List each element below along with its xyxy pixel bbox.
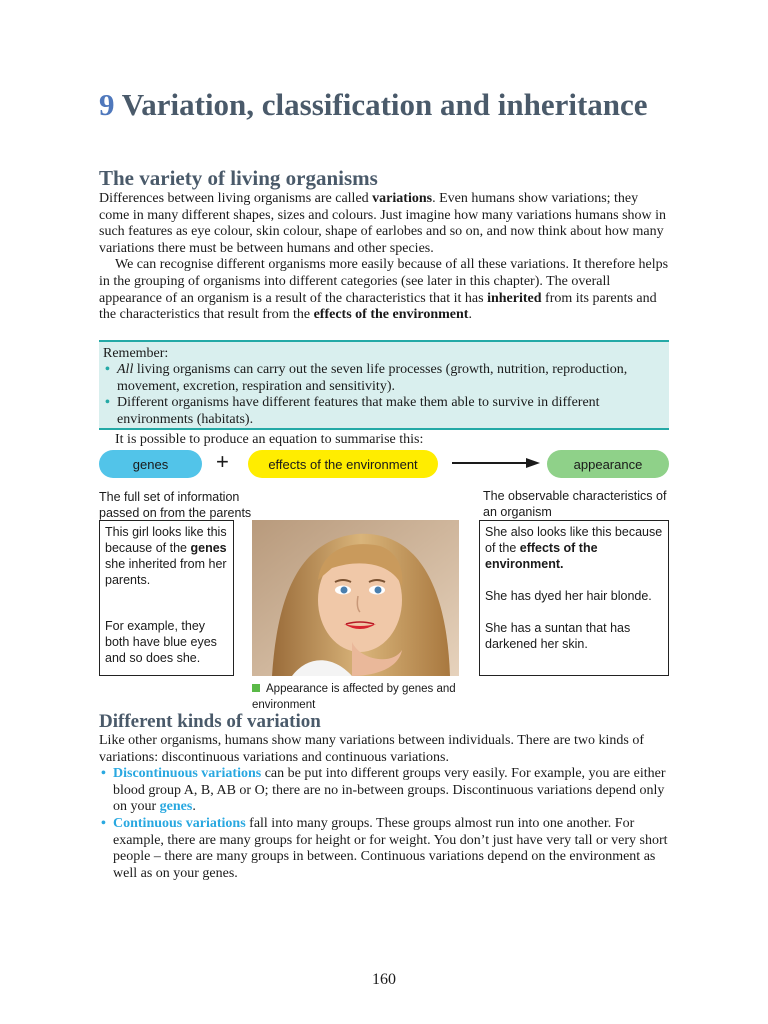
equation-intro: It is possible to produce an equation to summarise this:: [115, 432, 424, 447]
chapter-title: [99, 86, 659, 124]
term-genes-blue: genes: [159, 799, 193, 815]
remember-item-2: • Different organisms have different features that make them able to survive in different environments (habitats).: [105, 395, 600, 427]
section-heading-kinds: Different kinds of variation: [99, 711, 321, 732]
genes-caption: The full set of information passed on from the parents: [99, 490, 252, 520]
genes-explanation-text: This girl looks like this because of the genes she inherited from her parents.: [105, 525, 227, 587]
term-effects-environment: effects of the environment: [313, 307, 469, 323]
term-discontinuous: Discontinuous variations: [113, 766, 262, 782]
term-genes: genes: [190, 541, 227, 555]
green-square-icon: [252, 684, 260, 692]
term-variations: variations: [372, 191, 433, 206]
term-effects-of-environment: effects of the environment.: [485, 541, 598, 571]
continuous-item: • Continuous variations fall into many groups. These groups almost run into one another. For example, there are many groups for height or for weight. You don’t just have very tall or very short people – there are many groups in between. Continuous variations depend on the environment as well as on your genes.: [101, 815, 668, 881]
appearance-caption: The observable characteristics of an organism: [483, 489, 667, 519]
page-number: 160: [372, 971, 396, 988]
remember-item-1: • All living organisms can carry out the seven life processes (growth, nutrition, reproduction, movement, excretion, respiration and sensitivity).: [105, 362, 628, 394]
chapter-title-text: Variation, classification and inheritance: [121, 87, 648, 122]
variation-text: [99, 733, 669, 882]
discontinuous-item: • Discontinuous variations can be put into different groups very easily. For example, you are either blood group A, B, AB or O; there are no in-between groups. Discontinuous variations depend only on your genes.: [101, 766, 666, 815]
intro-text: [99, 191, 669, 324]
appearance-pill: appearance: [547, 450, 669, 478]
right-arrow-icon: [452, 456, 540, 470]
variation-intro: Like other organisms, humans show many variations between individuals. There are two kinds of variations: discontinuous variations and continuous variations.: [99, 733, 644, 765]
intro-paragraph-2: We can recognise different organisms more easily because of all these variations. It therefore helps in the grouping of organisms into different categories (see later in this chapter). The overall appearance of an organism is a result of the characteristics that it has inherited from its parents and the characteristics that result from the effects of the environment.: [99, 257, 669, 323]
term-inherited: inherited: [487, 290, 542, 306]
girl-photo: [252, 520, 459, 676]
bullet-icon: •: [105, 395, 110, 411]
genes-example-text: For example, they both have blue eyes and so does she.: [105, 619, 217, 665]
remember-box: [99, 340, 669, 430]
remember-list: [103, 362, 665, 428]
intro-paragraph-1: Differences between living organisms are called variations. Even humans show variations; they come in many different shapes, sizes and colours. Just imagine how many variations humans show in such features as eye colour, skin colour, shape of earlobes and so on, and now think about how many variations there must be between humans and other species.: [99, 191, 667, 256]
environment-pill: effects of the environment: [248, 450, 438, 478]
bullet-icon: •: [105, 362, 110, 378]
genes-pill: genes: [99, 450, 202, 478]
photo-caption: [252, 681, 467, 713]
genes-explanation-box: [99, 520, 234, 676]
bullet-icon: •: [101, 815, 106, 831]
remember-title: Remember:: [103, 346, 169, 361]
plus-icon: +: [216, 449, 229, 474]
environment-explanation-box: [479, 520, 669, 676]
suntan-text: She has a suntan that has darkened her skin.: [485, 621, 631, 651]
section-heading-variety: The variety of living organisms: [99, 166, 378, 190]
portrait-image: [252, 520, 459, 676]
bullet-icon: •: [101, 766, 106, 782]
chapter-number: 9: [99, 87, 115, 122]
term-continuous: Continuous variations: [113, 815, 246, 831]
dyed-hair-text: She has dyed her hair blonde.: [485, 589, 652, 603]
variation-list: [99, 766, 669, 882]
photo-caption-text: Appearance is affected by genes and environment: [252, 683, 456, 711]
environment-explanation-text: She also looks like this because of the effects of the environment.: [485, 525, 663, 571]
